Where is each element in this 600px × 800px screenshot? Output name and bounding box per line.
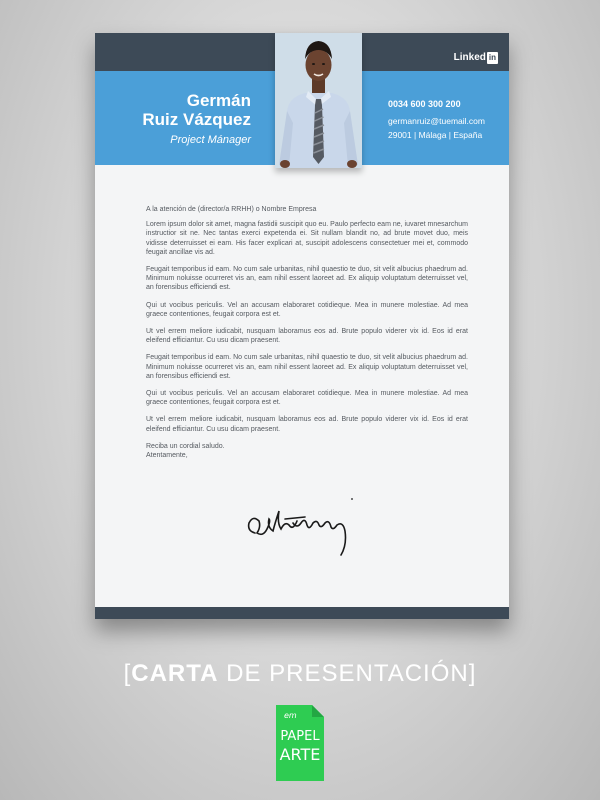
empapelarte-logo[interactable]: [276, 705, 324, 781]
first-name: Germán: [186, 91, 251, 110]
letter-closing: [146, 442, 468, 460]
location: 29001 | Málaga | España: [388, 130, 483, 140]
person-photo-icon: [275, 33, 362, 168]
logo-line3: ARTE: [279, 745, 321, 764]
footer-bar: [95, 607, 509, 619]
cover-letter-sheet: [95, 33, 509, 619]
letter-recipient: A la atención de (director/a RRHH) o Nombre Empresa: [146, 206, 317, 213]
phone-number: 0034 600 300 200: [388, 99, 461, 109]
letter-paragraph: Qui ut vocibus periculis. Vel an accusam elaboraret cotidieque. Mea in munere molestiae. Ad mea graece contentiones, feugait corpora est et.: [146, 390, 468, 407]
letter-paragraph: Ut vel errem meliore iudicabit, nusquam laboramus eos ad. Brute populo viderer vix id. Eos id erat eleifend efficiantur. Cu usu dicam praesent.: [146, 328, 468, 345]
caption-rest: DE PRESENTACIÓN: [218, 660, 469, 687]
name-block: [142, 91, 251, 147]
linkedin-in-icon: in: [488, 53, 496, 62]
email-address[interactable]: germanruiz@tuemail.com: [388, 116, 485, 126]
profile-photo: [275, 33, 362, 168]
closing-greeting: Reciba un cordial saludo.: [146, 442, 225, 450]
linkedin-logo[interactable]: [454, 52, 498, 64]
job-title: Project Mánager: [170, 134, 251, 146]
product-caption: [CARTA DE PRESENTACIÓN]: [123, 660, 477, 687]
contact-info: [388, 97, 485, 142]
closing-signoff: Atentamente,: [146, 452, 188, 460]
last-name: Ruiz Vázquez: [142, 110, 251, 129]
letter-paragraph: Lorem ipsum dolor sit amet, magna fastidii suscipit quo eu. Paulo perfecto eam ne, iuvaret mnesarchum instructior sit ne. Nec tantas exerci expetenda ei. Sit nullam blandit no, ad brute movet duo, meis vidisse deterruisset ei eam. His facer explicari at, suscipit adolescens consectetuer mei et, commodo feugait ancillae vis ad.: [146, 221, 468, 256]
linkedin-text: Linked: [453, 52, 486, 63]
letter-body: [146, 205, 468, 460]
letter-paragraph: Ut vel errem meliore iudicabit, nusquam laboramus eos ad. Brute populo viderer vix id. Eos id erat eleifend efficiantur. Cu usu dicam praesent.: [146, 416, 468, 433]
caption-bold: CARTA: [131, 660, 219, 687]
letter-paragraph: Feugait temporibus id eam. No cum sale urbanitas, nihil quaestio te duo, sit velit albucius phaedrum ad. Minimum noluisse ocurreret vis an, eam nihil essent laoreet ad. Ex aliquip voluptatum deterruisset vel, an forensibus efficiendi est.: [146, 354, 468, 380]
handwritten-signature: [245, 493, 360, 563]
logo-line1: em: [284, 711, 297, 720]
logo-line2: PAPEL: [280, 729, 320, 744]
letter-paragraph: Qui ut vocibus periculis. Vel an accusam elaboraret cotidieque. Mea in munere molestiae. Ad mea graece contentiones, feugait corpora est et.: [146, 301, 468, 318]
letter-paragraph: Feugait temporibus id eam. No cum sale urbanitas, nihil quaestio te duo, sit velit albucius phaedrum ad. Minimum noluisse ocurreret vis an, eam nihil essent laoreet ad. Ex aliquip voluptatum deterruisset vel, an forensibus efficiendi est.: [146, 266, 468, 292]
